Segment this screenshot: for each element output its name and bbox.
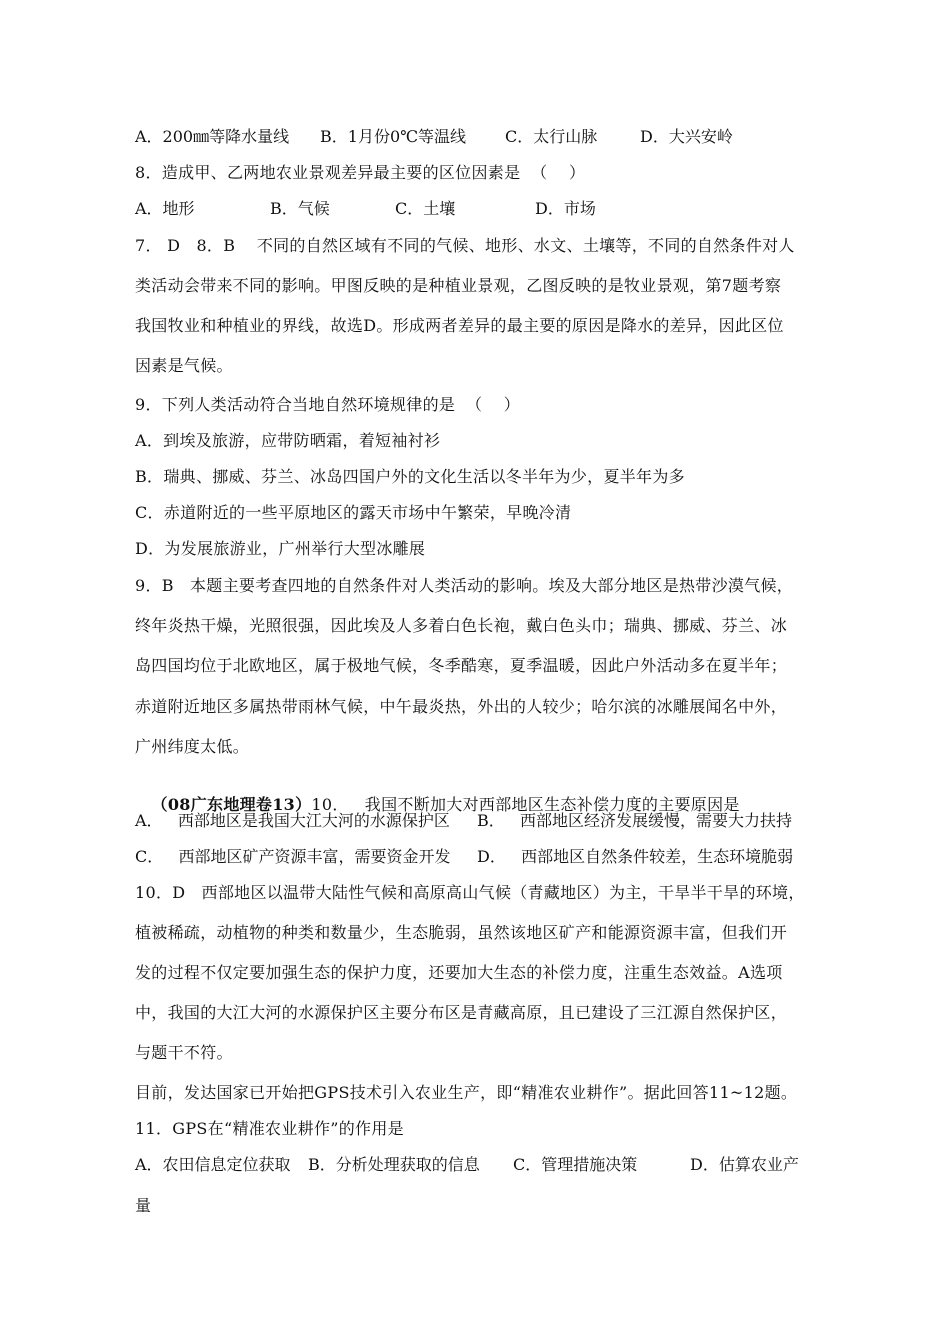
q7-option-c: C．太行山脉 <box>505 127 598 146</box>
q10-option-d: D． 西部地区自然条件较差，生态环境脆弱 <box>477 847 794 866</box>
q10-option-b: B． 西部地区经济发展缓慢，需要大力扶持 <box>477 811 793 830</box>
answer-10-line: 中，我国的大江大河的水源保护区主要分布区是青藏高原，且已建设了三江源自然保护区， <box>135 1003 788 1022</box>
q7-option-b: B．1月份0℃等温线 <box>320 127 467 146</box>
answer-10-line: 10．D 西部地区以温带大陆性气候和高原高山气候（青藏地区）为主，干旱半干旱的环境， <box>135 883 805 902</box>
q10-stem: 10． 我国不断加大对西部地区生态补偿力度的主要原因是 <box>311 795 740 814</box>
answer-7-8-line: 7． D 8．B 不同的自然区域有不同的气候、地形、水文、土壤等，不同的自然条件对人 <box>135 236 795 255</box>
answer-10-line: 植被稀疏，动植物的种类和数量少，生态脆弱，虽然该地区矿产和能源资源丰富，但我们开 <box>135 923 788 942</box>
q11-stem: 11．GPS在“精准农业耕作”的作用是 <box>135 1119 404 1138</box>
q9-stem: 9．下列人类活动符合当地自然环境规律的是 （ ） <box>135 395 521 414</box>
answer-7-8-line: 我国牧业和种植业的界线，故选D。形成两者差异的最主要的原因是降水的差异，因此区位 <box>135 316 784 335</box>
q11-option-d-continued: 量 <box>135 1196 152 1215</box>
q10-option-c: C． 西部地区矿产资源丰富，需要资金开发 <box>135 847 451 866</box>
q11-option-d: D．估算农业产 <box>690 1155 799 1174</box>
q9-option-d: D．为发展旅游业，广州举行大型冰雕展 <box>135 539 426 558</box>
answer-9-line: 广州纬度太低。 <box>135 737 250 756</box>
q8-option-d: D．市场 <box>535 199 596 218</box>
intro-11-12: 目前，发达国家已开始把GPS技术引入农业生产，即“精准农业耕作”。据此回答11~12题。 <box>135 1083 798 1102</box>
q9-option-a: A．到埃及旅游，应带防晒霜，着短袖衬衫 <box>135 431 441 450</box>
q9-option-b: B．瑞典、挪威、芬兰、冰岛四国户外的文化生活以冬半年为少，夏半年为多 <box>135 467 685 486</box>
answer-9-line: 9．B 本题主要考查四地的自然条件对人类活动的影响。埃及大部分地区是热带沙漠气候， <box>135 576 794 595</box>
q11-option-a: A．农田信息定位获取 <box>135 1155 291 1174</box>
q8-option-a: A．地形 <box>135 199 195 218</box>
answer-7-8-line: 因素是气候。 <box>135 356 233 375</box>
q7-option-a: A．200㎜等降水量线 <box>135 127 290 146</box>
q10-option-a: A． 西部地区是我国大江大河的水源保护区 <box>135 811 450 830</box>
q8-option-c: C．土壤 <box>395 199 456 218</box>
q11-option-b: B．分析处理获取的信息 <box>308 1155 480 1174</box>
answer-7-8-line: 类活动会带来不同的影响。甲图反映的是种植业景观，乙图反映的是牧业景观，第7题考察 <box>135 276 782 295</box>
answer-10-line: 发的过程不仅定要加强生态的保护力度，还要加大生态的补偿力度，注重生态效益。A选项 <box>135 963 783 982</box>
q11-option-c: C．管理措施决策 <box>513 1155 638 1174</box>
answer-9-line: 终年炎热干燥，光照很强，因此埃及人多着白色长袍，戴白色头巾；瑞典、挪威、芬兰、冰 <box>135 616 788 635</box>
answer-9-line: 岛四国均位于北欧地区，属于极地气候，冬季酷寒，夏季温暖，因此户外活动多在夏半年； <box>135 656 788 675</box>
answer-10-line: 与题干不符。 <box>135 1043 233 1062</box>
q10-source: （08广东地理卷13） <box>151 795 312 814</box>
answer-9-line: 赤道附近地区多属热带雨林气候，中午最炎热，外出的人较少；哈尔滨的冰雕展闻名中外， <box>135 697 788 716</box>
q7-option-d: D．大兴安岭 <box>640 127 733 146</box>
q9-option-c: C．赤道附近的一些平原地区的露天市场中午繁荣，早晚冷清 <box>135 503 572 522</box>
q8-option-b: B．气候 <box>270 199 330 218</box>
q8-stem: 8．造成甲、乙两地农业景观差异最主要的区位因素是 （ ） <box>135 163 586 182</box>
